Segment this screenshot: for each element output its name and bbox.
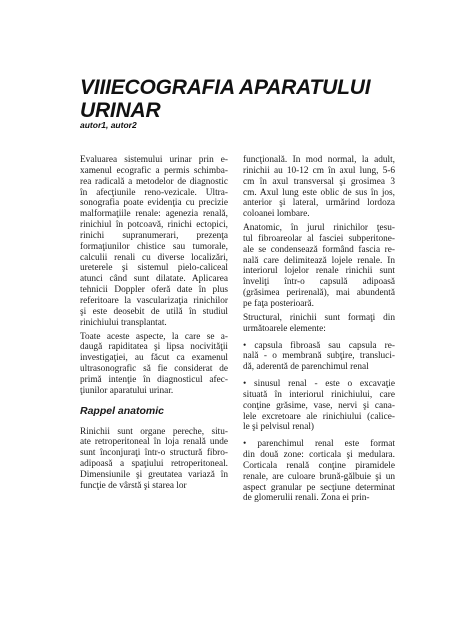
text-line: Toate aceste aspecte, la care se a- [80, 331, 228, 342]
text-line: Dimensiunile şi greutatea variază în [80, 469, 228, 480]
text-line: calculii renali cu diverse localizări, [80, 252, 228, 263]
text-line: malformaţiile renale: agenezia renală, [80, 209, 228, 220]
text-line: referitoare la vascularizaţia rinichilor [80, 295, 228, 306]
text-line: rinichi supranumerari, prezenţa [80, 230, 228, 241]
text-line: următoarele elemente: [243, 323, 326, 334]
text-line: şi este deosebit de utilă în studiul [80, 306, 228, 317]
text-line: aspect granular pe secţiune determinat [243, 482, 395, 493]
text-line: rinichii au 10-12 cm în axul lung, 5-6 [243, 165, 395, 176]
text-line: Corticala renală conţine piramidele [243, 460, 395, 471]
text-line: ţiunilor aparatului urinar. [80, 385, 174, 396]
text-line: conţine grăsime, vase, nervi şi cana- [243, 400, 395, 411]
text-line: anterior şi lateral, urmărind lordoza [243, 198, 395, 209]
text-line: ale se condensează formând fascia re- [243, 244, 395, 255]
right-column [243, 155, 395, 504]
left-column [80, 155, 228, 492]
paragraph-advantages [80, 332, 228, 397]
text-line: ureterele şi sistemul pielo-caliceal [80, 263, 228, 274]
list-item-sinus [243, 379, 395, 433]
text-line: atunci când sunt dilatate. Aplicarea [80, 274, 228, 285]
paragraph-intro [80, 155, 228, 329]
text-line: • sinusul renal - este o excavaţie [243, 379, 395, 390]
text-line: rinichiului transplantat. [80, 317, 167, 328]
text-line: Anatomic, în jurul rinichilor ţesu- [243, 223, 395, 234]
text-line: Rinichii sunt organe pereche, situ- [80, 426, 228, 437]
text-line: funcţie de vârstă şi starea lor [80, 480, 187, 491]
text-line: investigaţiei, au făcut ca examenul [80, 353, 228, 364]
text-line: Structural, rinichii sunt formaţi din [243, 312, 395, 323]
text-line: situată în interiorul rinichiului, care [243, 389, 395, 400]
paragraph-structure [243, 313, 395, 335]
text-line: cm în axul transversal şi grosimea 3 [243, 176, 395, 187]
text-line: le şi pelvisul renal) [243, 422, 314, 433]
text-line: pe faţa posterioară. [243, 298, 314, 309]
text-line: ultrasonografic să fie considerat de [80, 364, 228, 375]
text-line: din două zone: corticala şi medulara. [243, 450, 395, 461]
text-line: lele excretoare ale rinichiului (calice- [243, 411, 395, 422]
text-line: formaţiunilor chistice sau tumorale, [80, 241, 228, 252]
list-item-parenchim [243, 439, 395, 504]
text-line: înveliţi într-o capsulă adipoasă [243, 277, 395, 288]
text-line: xamenul ecografic a permis schimba- [80, 165, 228, 176]
text-line: tehnicii Doppler oferă date în plus [80, 285, 228, 296]
text-line: tul fibroareolar al fasciei subperitone- [243, 233, 395, 244]
chapter-title [80, 76, 400, 122]
chapter-title-line-2: URINAR [80, 99, 161, 122]
list-item-capsula [243, 341, 395, 374]
text-line: sunt înconjuraţi într-o structură fibro- [80, 448, 228, 459]
text-line: nală - o membrană subţire, transluci- [243, 351, 395, 362]
text-line: rinichiul în potcoavă, rinichi ectopici, [80, 220, 228, 231]
text-line: Evaluarea sistemului urinar prin e- [80, 155, 228, 165]
text-line: funcţională. În mod normal, la adult, [243, 155, 395, 165]
paragraph-dimensions [243, 155, 395, 220]
text-line: renale, are culoare brună-gălbuie şi un [243, 471, 395, 482]
text-line: primă intenţie în diagnosticul afec- [80, 374, 228, 385]
text-line: cm. Axul lung este oblic de sus în jos, [243, 187, 395, 198]
text-line: sonografia poate evidenţia cu precizie [80, 198, 228, 209]
text-line: adipoasă a spaţiului retroperitoneal. [80, 459, 228, 470]
chapter-title-line-1: VIIIECOGRAFIA APARATULUI [80, 76, 371, 99]
text-line: de glomerulii renali. Zona ei prin- [243, 493, 370, 504]
text-line: • parenchimul renal este format [243, 439, 395, 450]
text-line: • capsula fibroasă sau capsula re- [243, 340, 395, 351]
text-line: coloanei lombare. [243, 209, 310, 220]
authors-line: autor1, autor2 [80, 120, 137, 130]
paragraph-anatomy [80, 427, 228, 492]
text-line: rea radicală a metodelor de diagnostic [80, 176, 228, 187]
text-line: nală care delimitează lojele renale. În [243, 255, 395, 266]
paragraph-fascia [243, 223, 395, 310]
text-line: dă, aderentă de parenchimul renal [243, 362, 369, 373]
text-line: ate retroperitoneal în loja renală unde [80, 437, 228, 448]
text-line: daugă rapiditatea şi lipsa nocivităţii [80, 342, 228, 353]
text-line: în afecţiunile reno-vezicale. Ultra- [80, 187, 228, 198]
section-heading: Rappel anatomic [80, 404, 165, 417]
text-line: interiorul lojelor renale rinichii sunt [243, 266, 395, 277]
text-line: (grăsimea perirenală), mai abundentă [243, 288, 395, 299]
